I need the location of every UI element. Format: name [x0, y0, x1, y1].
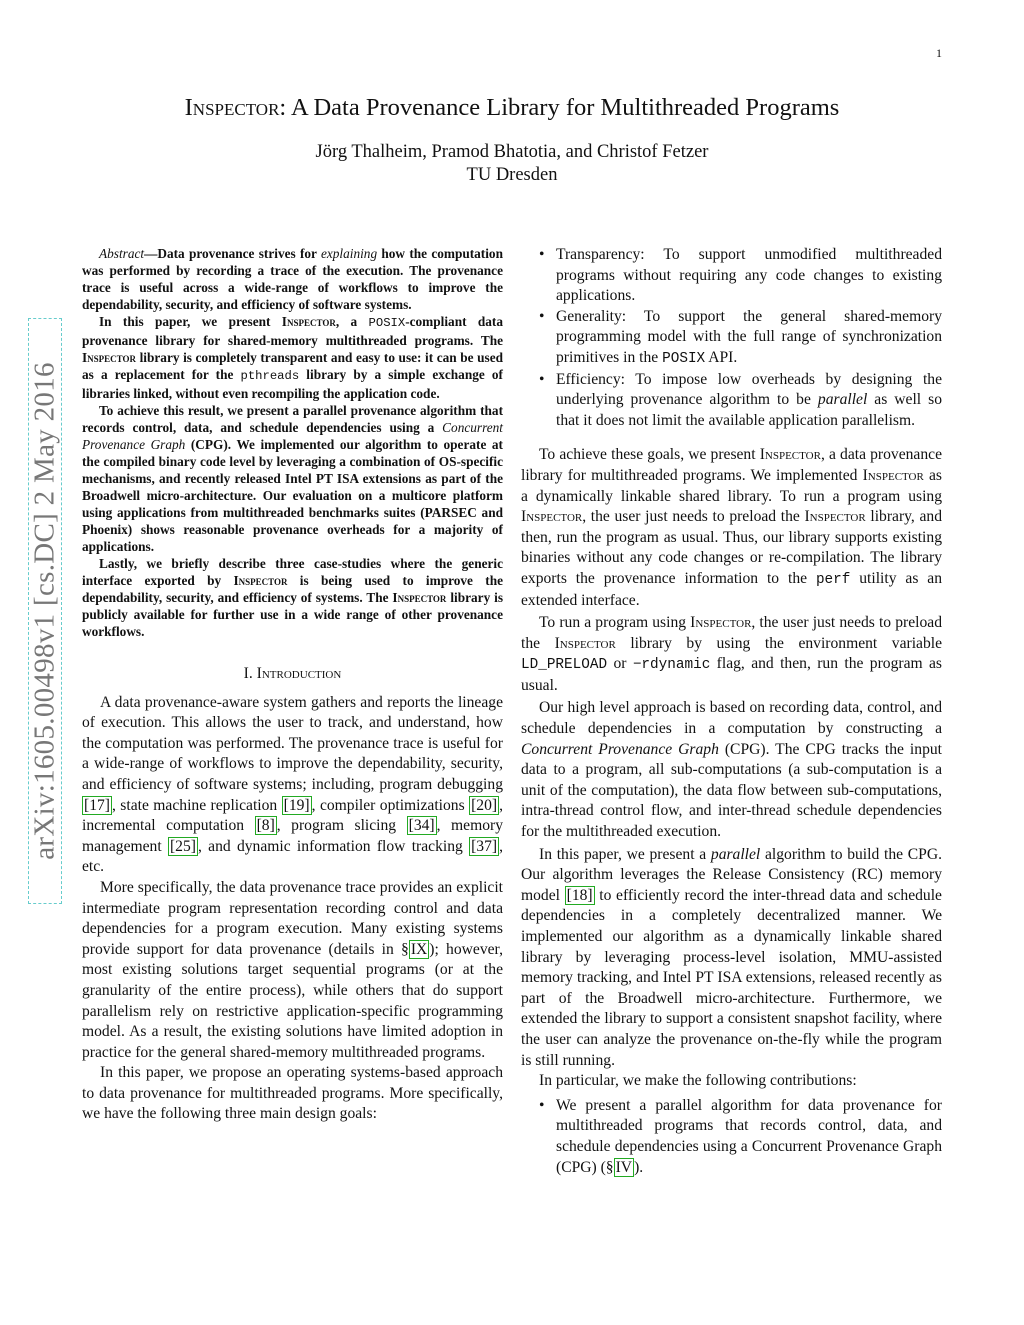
- right-p1: [521, 445, 942, 611]
- section-ref-link[interactable]: IV: [615, 1158, 633, 1176]
- system-name: Inspector: [759, 446, 821, 464]
- body-text: , the user just needs to preload the: [582, 508, 805, 526]
- body-text: , and dynamic information flow tracking: [197, 837, 470, 855]
- affiliation: TU Dresden: [466, 165, 558, 185]
- left-column: [82, 245, 503, 1125]
- body-text: Transparency: To support unmodified multithreaded programs without requiring any code changes to existing applications.: [556, 246, 942, 305]
- body-text: , incremental computation: [82, 796, 503, 835]
- citation-link[interactable]: [37]: [471, 837, 498, 855]
- section-number: I.: [243, 665, 257, 682]
- code-term: −rdynamic: [632, 657, 711, 674]
- abstract-text: library is publicly available for further use in a wide range of other provenance workflows.: [82, 590, 504, 639]
- body-text: flag, and then, run the program as usual.: [521, 655, 942, 694]
- body-text: , compiler optimizations: [311, 796, 470, 814]
- right-p4: [521, 845, 942, 1072]
- body-text: Efficiency: To impose low overheads by designing the underlying provenance algorithm to be: [556, 370, 942, 409]
- body-text: ); however, most existing solutions target sequential programs (or at the granularity of the entire process), while others that do support parallelism rely on restrictive application-specific programming model. As a result, the existing solutions have limited adoption in practice for the general shared-memory multithreaded programs.: [82, 940, 504, 1061]
- body-text: , program slicing: [276, 817, 407, 835]
- author-block: [0, 141, 1024, 187]
- right-p3: [521, 698, 942, 842]
- arxiv-stamp-text: arXiv:1605.00498v1 [cs.DC] 2 May 2016: [28, 362, 61, 860]
- body-text: as a dynamically linkable shared library. To run a program using: [521, 466, 942, 505]
- system-name: Inspector: [521, 508, 583, 526]
- contributions-list: [521, 1096, 942, 1178]
- citation-link[interactable]: [20]: [471, 796, 498, 814]
- abstract-p4: [82, 555, 503, 640]
- body-text: API.: [705, 348, 738, 366]
- abstract-text: is being used to improve the dependability, security, and efficiency of systems. The: [82, 573, 503, 605]
- intro-p1: [82, 693, 503, 878]
- goal-efficiency: [556, 370, 942, 432]
- abstract-text: (CPG). We implemented our algorithm to operate at the compiled binary code level by leveraging a combination of OS-specific mechanisms, and recently released Intel PT ISA extensions as part of the Broadwell micro-architecture. Our evaluation on a multicore platform using applications from multithreaded benchmarks suites (PARSEC and Phoenix) shows reasonable provenance overheads for a majority of applications.: [82, 437, 503, 554]
- system-name: Inspector: [233, 573, 288, 588]
- body-text: , memory management: [82, 817, 503, 855]
- system-name: Inspector: [281, 314, 336, 329]
- abstract-text: , a: [335, 314, 369, 329]
- body-text: ).: [634, 1158, 644, 1176]
- design-goals-list: [521, 245, 942, 431]
- emph-text: Concurrent Provenance Graph: [521, 740, 719, 758]
- goal-generality: [556, 307, 942, 370]
- abstract-text: library by a simple exchange of libraries linked, without even recompiling the application code.: [82, 367, 503, 401]
- body-text: We present a parallel algorithm for data provenance for multithreaded programs that records control, data, and schedule dependencies using a Concurrent Provenance Graph (CPG) (§: [556, 1096, 942, 1176]
- body-text: as well so that it does not limit the available application parallelism.: [556, 391, 942, 429]
- body-text: In this paper, we present a: [539, 845, 711, 863]
- abstract: [82, 245, 503, 640]
- abstract-text: Lastly, we briefly describe three case-studies where the generic interface exported by: [82, 556, 503, 588]
- page-number: 1: [936, 46, 942, 60]
- abstract-emph: explaining: [320, 246, 378, 261]
- abstract-text: In this paper, we present: [99, 314, 282, 329]
- paper-title: [0, 94, 1024, 122]
- body-text: More specifically, the data provenance trace provides an explicit intermediate program representation recording control and data dependencies for a program execution. Many existing systems provide support for data provenance (details in §: [82, 878, 503, 958]
- citation-link[interactable]: [25]: [169, 837, 196, 855]
- code-term: perf: [815, 571, 851, 588]
- body-text: or: [607, 655, 633, 673]
- body-text: Generality: To support the general shared-memory programming model with the full range of synchronization primitives in the: [556, 307, 942, 366]
- section-ref-link[interactable]: IX: [410, 940, 428, 958]
- abstract-emph: Concurrent Provenance Graph: [82, 420, 503, 452]
- body-text: A data provenance-aware system gathers and reports the lineage of execution. This allows the user to track, and understand, how the computation was performed. The provenance trace is useful for a wide-range of workflows to improve the dependability, security, and efficiency of software systems; including, program debugging: [82, 693, 503, 793]
- right-p5: In particular, we make the following contributions:: [539, 1072, 857, 1090]
- abstract-text: library is completely transparent and easy to use: it can be used as a replacement for the: [82, 350, 503, 382]
- abstract-label: Abstract: [99, 246, 145, 261]
- citation-link[interactable]: [19]: [283, 796, 310, 814]
- section-title: Introduction: [256, 665, 342, 682]
- body-text: utility as an extended interface.: [521, 569, 942, 609]
- system-name: Inspector: [690, 614, 752, 632]
- system-name: Inspector: [862, 466, 924, 484]
- right-column: [521, 245, 942, 1178]
- abstract-text: -compliant data provenance library for shared-memory multithreaded programs. The: [82, 314, 503, 348]
- code-term: POSIX: [662, 350, 706, 367]
- code-term: pthreads: [240, 369, 300, 383]
- citation-link[interactable]: [8]: [256, 817, 275, 835]
- body-text: To run a program using: [539, 614, 691, 632]
- contribution-item: [556, 1096, 942, 1178]
- emph-text: parallel: [817, 391, 868, 409]
- system-name: Inspector: [804, 508, 866, 526]
- emph-text: parallel: [710, 845, 761, 863]
- code-term: POSIX: [368, 316, 406, 330]
- title-rest: : A Data Provenance Library for Multithreaded Programs: [279, 94, 840, 121]
- body-text: , etc.: [82, 837, 503, 876]
- abstract-p1: [82, 245, 503, 313]
- section-heading-introduction: [82, 664, 503, 685]
- abstract-text: —Data provenance strives for: [144, 246, 321, 261]
- intro-p2: [82, 878, 503, 1063]
- abstract-text: To achieve this result, we present a parallel provenance algorithm that records control, data, and schedule dependencies using a: [82, 403, 503, 435]
- body-text: library by using the environment variable: [615, 634, 942, 652]
- abstract-text: how the computation was performed by recording a trace of the execution. The provenance trace is useful across a wide-range of workflows to improve the dependability, security, and efficiency of software systems.: [82, 246, 503, 312]
- abstract-p3: [82, 402, 503, 555]
- body-text: To achieve these goals, we present: [539, 446, 760, 464]
- body-text: , state machine replication: [111, 796, 282, 814]
- body-text: algorithm to build the CPG. Our algorithm leverages the Release Consistency (RC) memory model: [521, 845, 942, 904]
- title-system-name: Inspector: [184, 94, 280, 121]
- goal-transparency: [556, 245, 942, 307]
- system-name: Inspector: [554, 634, 616, 652]
- code-term: LD_PRELOAD: [521, 657, 608, 674]
- authors: Jörg Thalheim, Pramod Bhatotia, and Christof Fetzer: [315, 142, 709, 162]
- citation-link[interactable]: [18]: [566, 886, 593, 904]
- abstract-p2: [82, 313, 503, 402]
- citation-link[interactable]: [34]: [408, 817, 435, 835]
- intro-p3: In this paper, we propose an operating systems-based approach to data provenance for multithreaded programs. More specifically, we have the following three main design goals:: [82, 1064, 503, 1123]
- right-p2: [521, 613, 942, 696]
- body-text: , a data provenance library for multithreaded programs. We implemented: [521, 446, 942, 484]
- body-text: Our high level approach is based on recording data, control, and schedule dependencies in a computation by constructing a: [521, 699, 942, 738]
- body-text: , the user just needs to preload the: [521, 614, 942, 652]
- arxiv-stamp[interactable]: [28, 318, 62, 904]
- body-text: (CPG). The CPG tracks the input data to a program, all sub-computations (a sub-computation is a unit of the computation), the data flow between sub-computations, intra-thread control flow, and inter-thread schedule dependencies for the multithreaded execution.: [521, 740, 942, 841]
- system-name: Inspector: [392, 590, 447, 605]
- body-text: to efficiently record the inter-thread data and schedule dependencies in a completely decentralized manner. We implemented our algorithm as a dynamically linkable shared library by leveraging process-level isolation, MMU-assisted memory tracking, and Intel PT ISA extensions, released recently as part of the Broadwell micro-architecture. Furthermore, we extended the library to support a consistent snapshot facility, where the user can analyze the provenance on-the-fly while the program is still running.: [521, 886, 942, 1069]
- body-text: library, and then, run the program as usual. Thus, our library supports existing binaries without any code changes or re-compilation. The library exports the provenance information to the: [521, 508, 943, 587]
- citation-link[interactable]: [17]: [84, 796, 110, 814]
- system-name: Inspector: [82, 350, 137, 365]
